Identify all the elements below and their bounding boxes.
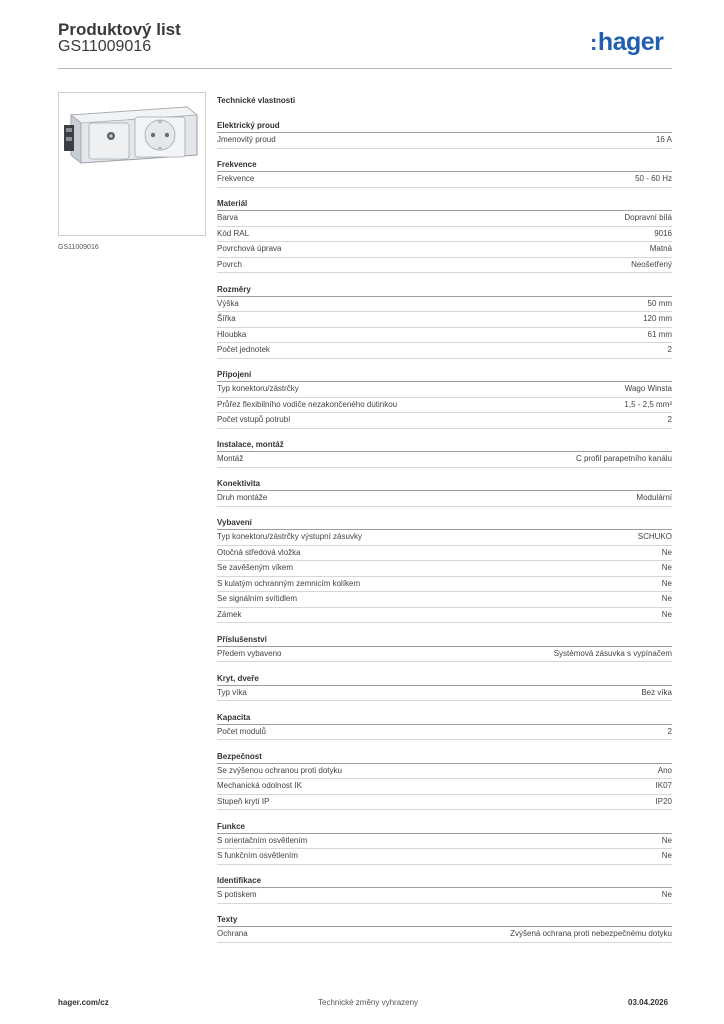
spec-value: SCHUKO (637, 532, 672, 541)
socket-illustration (59, 93, 205, 235)
spec-row (217, 647, 672, 663)
spec-label: Se zvýšenou ochranou proti dotyku (217, 765, 342, 775)
spec-row (217, 834, 672, 850)
spec-row (217, 764, 672, 780)
spec-row (217, 530, 672, 546)
spec-value: Ne (661, 609, 672, 619)
spec-row (217, 927, 672, 943)
spec-label: Šířka (217, 314, 236, 323)
spec-group (217, 914, 672, 943)
spec-label: Kód RAL (217, 228, 250, 238)
spec-label: Typ víka (217, 687, 247, 697)
spec-value: Neošetřený (631, 259, 672, 269)
spec-row (217, 133, 672, 149)
header-divider (58, 68, 672, 69)
spec-label: Se signálním svítidlem (217, 594, 298, 603)
spec-row (217, 172, 672, 188)
footer-website-link[interactable]: hager.com/cz (58, 998, 109, 1007)
spec-group-title: Příslušenství (217, 634, 672, 647)
spec-row (217, 561, 672, 577)
spec-row (217, 297, 672, 313)
spec-label: Zámek (217, 609, 242, 619)
spec-value: C profil parapetního kanálu (575, 454, 672, 463)
spec-label: Mechanická odolnost IK (217, 781, 302, 790)
spec-value: 50 - 60 Hz (635, 174, 672, 183)
spec-label: Povrchová úprava (217, 244, 282, 253)
spec-group-title: Materiál (217, 198, 672, 211)
spec-group-title: Konektivita (217, 478, 672, 491)
spec-group-title: Vybavení (217, 517, 672, 530)
spec-group (217, 159, 672, 188)
spec-row (217, 888, 672, 904)
spec-value: IK07 (655, 781, 672, 790)
spec-group (217, 751, 672, 811)
spec-value: Ne (661, 835, 672, 845)
spec-group (217, 478, 672, 507)
spec-label: Druh montáže (217, 493, 268, 502)
spec-group (217, 198, 672, 273)
spec-label: Otočná středová vložka (217, 547, 301, 557)
spec-row (217, 779, 672, 795)
spec-label: Výška (217, 298, 239, 308)
spec-value: 120 mm (643, 314, 672, 323)
spec-row (217, 413, 672, 429)
spec-group (217, 634, 672, 663)
logo-dots: : (590, 30, 597, 55)
spec-row (217, 211, 672, 227)
spec-label: Barva (217, 213, 238, 222)
spec-row (217, 382, 672, 398)
spec-label: S potiskem (217, 890, 257, 899)
spec-row (217, 546, 672, 562)
spec-value: Bez víka (641, 687, 672, 697)
spec-value: Ne (661, 851, 672, 860)
spec-value: Wago Winsta (624, 384, 672, 393)
technical-specs (217, 96, 672, 953)
spec-group (217, 517, 672, 623)
spec-value: 50 mm (647, 298, 672, 308)
spec-value: 2 (667, 345, 672, 354)
spec-value: Ne (661, 578, 672, 588)
specs-heading: Technické vlastnosti (217, 96, 296, 105)
spec-value: Modulární (636, 493, 672, 502)
spec-label: Průřez flexibilního vodiče nezakončeného dutinkou (217, 399, 398, 409)
spec-value: 2 (667, 415, 672, 424)
spec-value: 9016 (654, 228, 672, 238)
spec-group (217, 284, 672, 359)
spec-row (217, 227, 672, 243)
spec-label: S funkčním osvětlením (217, 851, 298, 860)
spec-label: Se zavěšeným víkem (217, 563, 294, 572)
spec-value: Zvýšená ochrana proti nebezpečnému dotyku (510, 929, 672, 938)
page-title: Produktový list (58, 20, 181, 39)
spec-value: Ne (661, 547, 672, 557)
spec-group (217, 439, 672, 468)
spec-row (217, 577, 672, 593)
spec-label: Hloubka (217, 329, 247, 339)
spec-group (217, 712, 672, 741)
product-code: GS11009016 (58, 38, 152, 55)
spec-value: Systémová zásuvka s vypínačem (553, 648, 672, 658)
spec-value: Ano (657, 765, 672, 775)
spec-label: Předem vybaveno (217, 648, 282, 658)
spec-value: 16 A (655, 135, 672, 144)
spec-row (217, 686, 672, 702)
spec-row (217, 452, 672, 468)
spec-label: S orientačním osvětlením (217, 835, 308, 845)
spec-value: Ne (661, 890, 672, 899)
spec-label: Ochrana (217, 929, 248, 938)
spec-group-title: Funkce (217, 821, 672, 834)
spec-group (217, 120, 672, 149)
spec-group (217, 369, 672, 429)
spec-label: Počet modulů (217, 726, 266, 736)
spec-group-title: Rozměry (217, 284, 672, 297)
spec-label: Povrch (217, 259, 242, 269)
spec-row (217, 725, 672, 741)
spec-value: 61 mm (647, 329, 672, 339)
image-caption: GS11009016 (58, 244, 99, 251)
spec-label: Počet vstupů potrubí (217, 415, 291, 424)
spec-row (217, 398, 672, 414)
spec-group-title: Bezpečnost (217, 751, 672, 764)
spec-group (217, 821, 672, 865)
spec-group-title: Elektrický proud (217, 120, 672, 133)
spec-row (217, 312, 672, 328)
product-image (58, 92, 206, 236)
spec-group-title: Texty (217, 914, 672, 927)
spec-value: Ne (661, 594, 672, 603)
spec-group-title: Instalace, montáž (217, 439, 672, 452)
logo-text: hager (597, 28, 664, 56)
spec-group-title: Kryt, dveře (217, 673, 672, 686)
spec-row (217, 491, 672, 507)
spec-label: Jmenovitý proud (217, 135, 276, 144)
spec-value: 2 (667, 726, 672, 736)
footer-date: 03.04.2026 (628, 998, 669, 1007)
spec-label: Počet jednotek (217, 345, 270, 354)
spec-row (217, 795, 672, 811)
spec-row (217, 592, 672, 608)
spec-groups (217, 120, 672, 943)
hager-logo[interactable] (590, 28, 663, 57)
spec-row (217, 343, 672, 359)
spec-value: 1,5 - 2,5 mm² (624, 399, 672, 409)
spec-group (217, 875, 672, 904)
spec-value: Ne (661, 563, 672, 572)
spec-label: Montáž (217, 454, 244, 463)
spec-label: S kulatým ochranným zemnicím kolíkem (217, 578, 361, 588)
spec-row (217, 849, 672, 865)
spec-group-title: Připojení (217, 369, 672, 382)
spec-row (217, 258, 672, 274)
spec-row (217, 242, 672, 258)
spec-label: Typ konektoru/zástrčky (217, 384, 299, 393)
spec-label: Frekvence (217, 174, 255, 183)
spec-group-title: Identifikace (217, 875, 672, 888)
spec-value: Dopravní bílá (624, 213, 672, 222)
spec-group (217, 673, 672, 702)
spec-label: Typ konektoru/zástrčky výstupní zásuvky (217, 532, 362, 541)
spec-value: IP20 (655, 796, 672, 806)
spec-row (217, 608, 672, 624)
spec-row (217, 328, 672, 344)
spec-group-title: Kapacita (217, 712, 672, 725)
spec-label: Stupeň krytí IP (217, 796, 270, 806)
spec-group-title: Frekvence (217, 159, 672, 172)
footer-disclaimer: Technické změny vyhrazeny (318, 998, 419, 1007)
spec-value: Matná (649, 244, 672, 253)
